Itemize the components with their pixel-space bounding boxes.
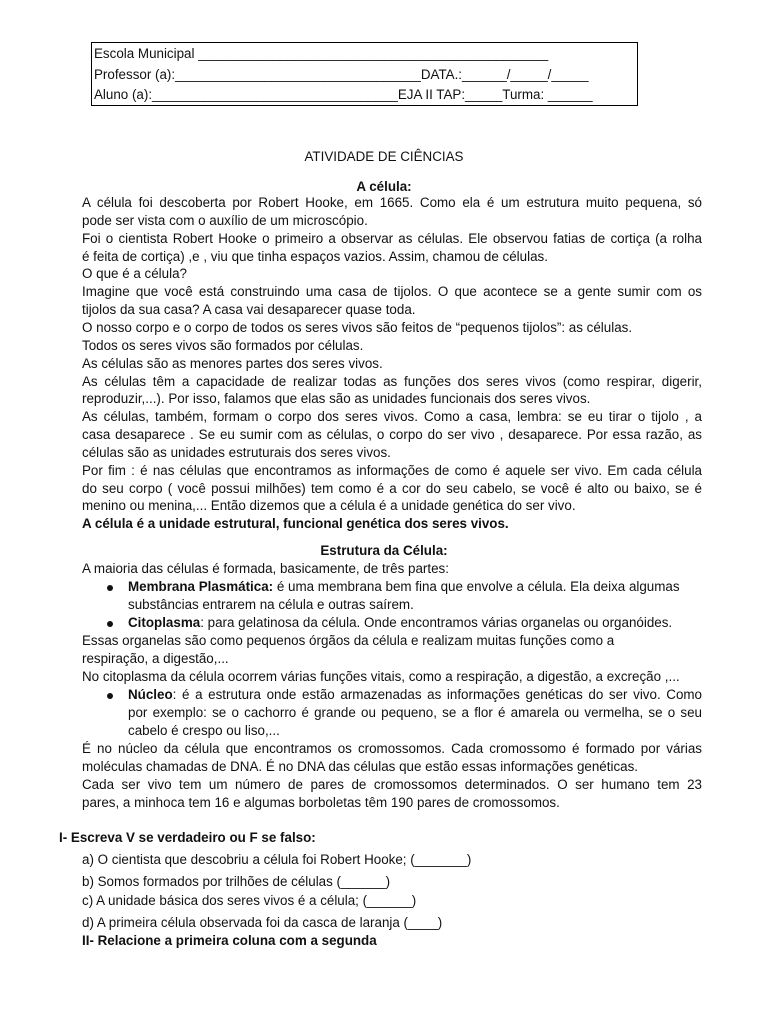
exercise-title-2: II- Relacione a primeira coluna com a segunda	[82, 933, 377, 948]
paragraph-line: Por fim : é nas células que encontramos as informações de como é aquele ser vivo. Em cada célula	[82, 462, 702, 478]
list-item-nucleo	[128, 687, 702, 702]
paragraph-line: Essas organelas são como pequenos órgãos da célula e realizam muitas funções como a	[82, 633, 615, 648]
list-item-nucleo-cont: cabelo é crespo ou liso,...	[128, 723, 280, 738]
paragraph-line: reproduzir,...). Por isso, falamos que elas são as unidades funcionais dos seres vivos.	[82, 391, 591, 407]
paragraph-line: As células têm a capacidade de realizar todas as funções dos seres vivos (como respirar, digerir,	[82, 373, 702, 389]
exercise-item-b: b) Somos formados por trilhões de células (______)	[82, 874, 391, 889]
bullet-icon	[107, 693, 113, 699]
paragraph-line: pode ser vista com o auxílio de um microscópio.	[82, 212, 368, 228]
term-citoplasma: Citoplasma	[128, 615, 201, 630]
term-membrana: Membrana Plasmática:	[128, 579, 274, 594]
exercise-item-c: c) A unidade básica dos seres vivos é a célula; (______)	[82, 893, 417, 908]
desc-membrana: é uma membrana bem fina que envolve a célula. Ela deixa algumas	[273, 579, 680, 594]
paragraph-line: A célula é a unidade estrutural, funcional genética dos seres vivos.	[82, 516, 509, 532]
paragraph-line: Todos os seres vivos são formados por células.	[82, 337, 364, 353]
paragraph-line: O nosso corpo e o corpo de todos os seres vivos são feitos de “pequenos tijolos”: as células.	[82, 319, 633, 335]
desc-nucleo: : é a estrutura onde estão armazenadas as informações genéticas do ser vivo. Como	[172, 687, 702, 702]
header-student: Aluno (a):_________________________________EJA II TAP:_____Turma: ______	[94, 87, 593, 103]
paragraph-line: No citoplasma da célula ocorrem várias funções vitais, como a respiração, a digestão, a excreção ,...	[82, 669, 680, 684]
list-item-citoplasma	[128, 615, 672, 630]
section-title-cell: A célula:	[356, 179, 412, 194]
paragraph-line: Imagine que você está construindo uma casa de tijolos. O que acontece se a gente sumir com os	[82, 284, 702, 300]
paragraph-line: menino ou menina,... Então dizemos que a célula é a unidade genética do ser vivo.	[82, 498, 576, 514]
bullet-icon	[107, 585, 113, 591]
paragraph-line: As células são as menores partes dos seres vivos.	[82, 355, 383, 371]
list-item-membrana-cont: substâncias entrarem na célula e outras saírem.	[128, 597, 414, 612]
paragraph-line: do seu corpo ( você possui milhões) tem como é a cor do seu cabelo, se você é alto ou baixo, se é	[82, 480, 702, 496]
header-school: Escola Municipal _______________________________________________	[94, 46, 549, 61]
exercise-item-d: d) A primeira célula observada foi da casca de laranja (____)	[82, 915, 443, 930]
structure-intro: A maioria das células é formada, basicamente, de três partes:	[82, 561, 449, 576]
desc-citoplasma: : para gelatinosa da célula. Onde encontramos várias organelas ou organóides.	[200, 615, 673, 630]
header-box	[91, 42, 638, 106]
section-title-structure: Estrutura da Célula:	[320, 543, 448, 558]
paragraph-line: A célula foi descoberta por Robert Hooke, em 1665. Como ela é um estrutura muito pequena, só	[82, 195, 702, 210]
paragraph-line: pares, a minhoca tem 16 e algumas borboletas têm 190 pares de cromossomos.	[82, 795, 560, 810]
paragraph-line: As células, também, formam o corpo dos seres vivos. Como a casa, lembra: se eu tirar o tijolo , a	[82, 409, 702, 425]
document-title: ATIVIDADE DE CIÊNCIAS	[304, 149, 464, 164]
paragraph-line: casa desaparece . Se eu sumir com as células, o corpo do ser vivo , desaparece. Por essa razão, as	[82, 427, 702, 443]
bullet-icon	[107, 621, 113, 627]
paragraph-line: células são as unidades estruturais dos seres vivos.	[82, 444, 391, 460]
paragraph-line: tijolos da sua casa? A casa vai desaparecer quase toda.	[82, 302, 416, 318]
paragraph-line: Foi o cientista Robert Hooke o primeiro a observar as células. Ele observou fatias de cortiça (a rolha	[82, 230, 702, 246]
paragraph-line: É no núcleo da célula que encontramos os cromossomos. Cada cromossomo é formado por várias	[82, 741, 702, 756]
term-nucleo: Núcleo	[128, 687, 173, 702]
header-teacher: Professor (a):_________________________________DATA.:______/_____/_____	[94, 66, 589, 82]
list-item-nucleo-cont: por exemplo: se o cachorro é grande ou pequeno, se a flor é amarela ou vermelha, se o seu	[128, 705, 702, 720]
exercise-item-a: a) O cientista que descobriu a célula foi Robert Hooke; (_______)	[82, 852, 472, 867]
exercise-title-1: I- Escreva V se verdadeiro ou F se falso:	[59, 830, 316, 845]
paragraph-line: Cada ser vivo tem um número de pares de cromossomos determinados. O ser humano tem 23	[82, 777, 702, 792]
paragraph-line: O que é a célula?	[82, 266, 187, 282]
list-item-membrana	[128, 579, 680, 594]
paragraph-line: moléculas chamadas de DNA. É no DNA das células que estão essas informações genéticas.	[82, 759, 639, 774]
paragraph-line: é feita de cortiça) ,e , viu que tinha espaços vazios. Assim, chamou de células.	[82, 248, 548, 264]
paragraph-line: respiração, a digestão,...	[82, 651, 229, 666]
